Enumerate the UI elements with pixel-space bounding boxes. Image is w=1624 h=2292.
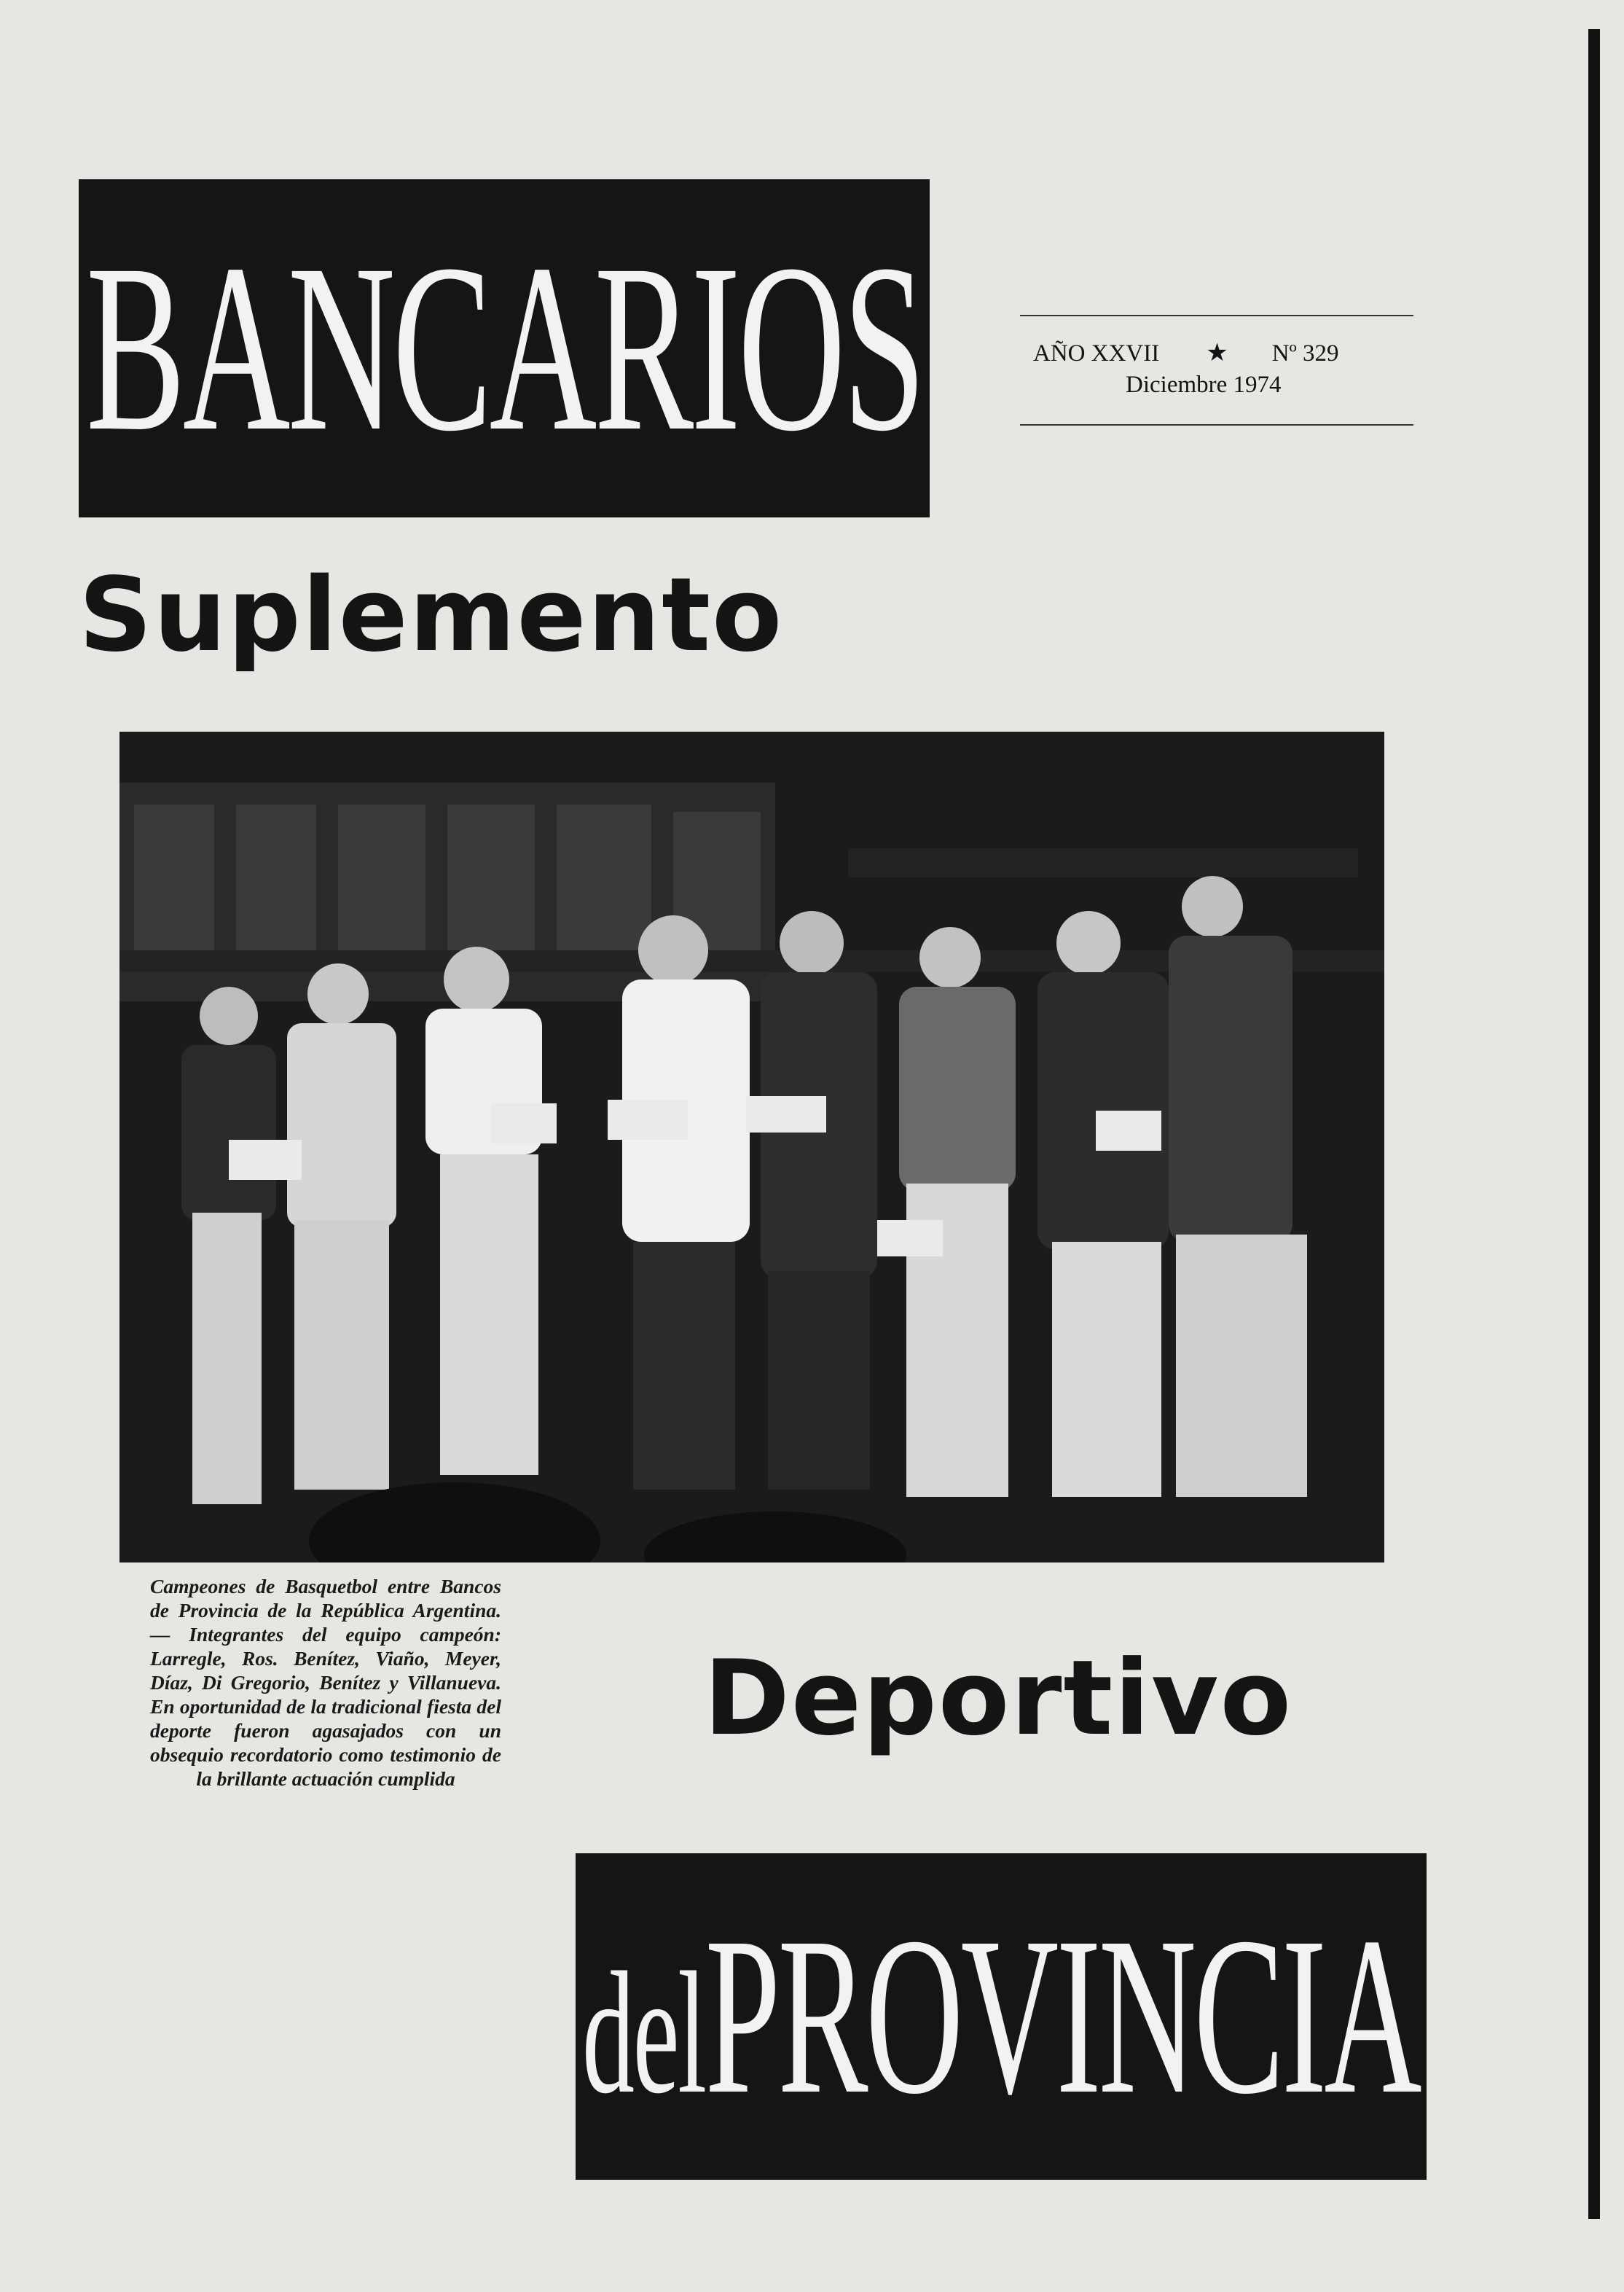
issue-year: AÑO XXVII [1033,340,1160,367]
masthead-title: BANCARIOS [85,215,923,481]
issue-number: Nº 329 [1271,340,1339,367]
issue-line [1033,338,1339,367]
team-photo-illustration [119,732,1384,1562]
footer-banner [576,1853,1427,2180]
footer-provincia: PROVINCIA [705,1891,1420,2141]
issue-info [1020,315,1413,426]
footer-title [582,1891,1420,2141]
star-icon: ★ [1206,340,1228,367]
headline-suplemento: Suplemento [79,556,784,675]
masthead-banner [79,179,930,517]
team-photo [119,732,1384,1562]
photo-caption: Campeones de Basquetbol entre Bancos de Provincia de la República Argentina. — Integrantes del equipo campeón: Larregle, Ros. Benítez, Viaño, Meyer, Díaz, Di Gregorio, Benítez y Villanueva. En oportunidad de la tradicional fiesta del deporte fueron agasajados con un obsequio recordatorio como testimonio de la brillante actuación cumplida [150,1575,501,1790]
issue-date: Diciembre 1974 [1126,372,1282,398]
footer-del: del [582,1936,706,2129]
issue-rule-bottom [1020,424,1413,426]
right-edge-rule [1588,29,1600,2219]
headline-deportivo: Deportivo [704,1638,1293,1759]
issue-rule-top [1020,315,1413,316]
